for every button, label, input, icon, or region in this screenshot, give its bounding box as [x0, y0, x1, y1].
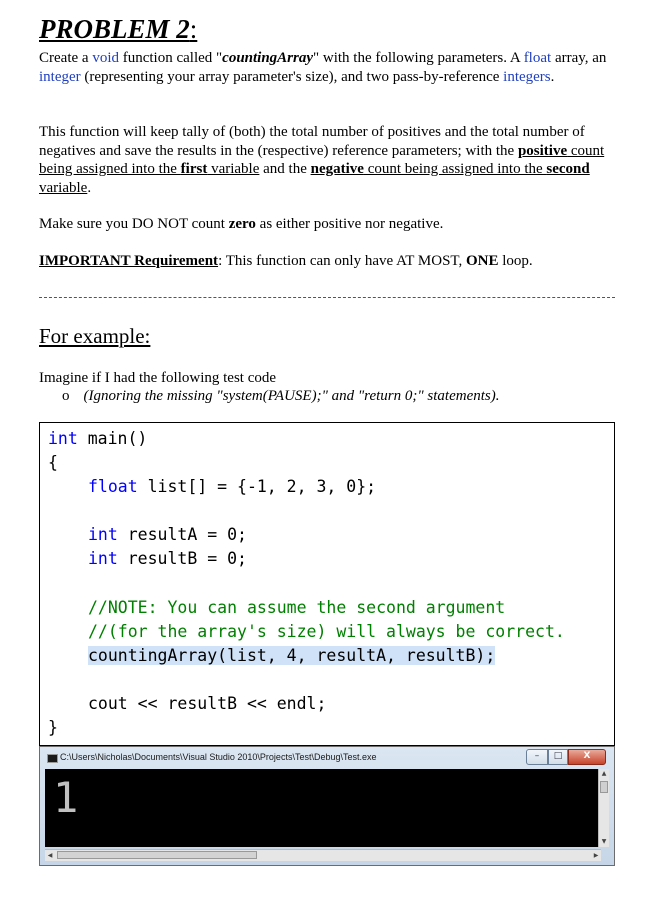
horizontal-scroll-thumb[interactable] [57, 851, 257, 859]
example-intro: Imagine if I had the following test code [39, 370, 277, 386]
code-line: int resultA = 0; [88, 525, 247, 544]
description-paragraph: Create a void function called "countingArray" with the following parameters. A float array, an integer (representing your array parameter's size), and two pass-by-reference integers. [39, 50, 607, 85]
bullet-marker: o [62, 388, 70, 404]
problem-title: PROBLEM 2: [39, 14, 198, 44]
scroll-right-icon[interactable]: ▶ [593, 852, 599, 859]
zero-note-paragraph: Make sure you DO NOT count zero as either positive nor negative. [39, 216, 444, 232]
vertical-scroll-thumb[interactable] [600, 781, 608, 793]
code-line-highlighted: countingArray(list, 4, resultA, resultB); [88, 646, 496, 665]
code-line: int main() [48, 429, 148, 448]
console-output: 1 [53, 773, 79, 822]
scroll-left-icon[interactable]: ◀ [47, 852, 53, 859]
code-line: float list[] = {-1, 2, 3, 0}; [88, 477, 377, 496]
void-keyword: void [92, 50, 119, 66]
code-line: } [48, 718, 58, 737]
vertical-scrollbar[interactable] [598, 769, 609, 847]
code-comment: //(for the array's size) will always be correct. [88, 622, 565, 641]
tally-paragraph: This function will keep tally of (both) the total number of positives and the total number of negatives and save the results in the (respective) reference parameters; with the positive count being assigned into the first variable and the negative count being assigned into the second variable. [39, 124, 605, 196]
code-comment: //NOTE: You can assume the second argument [88, 598, 506, 617]
maximize-button[interactable]: □ [548, 749, 568, 765]
dashed-divider [39, 297, 615, 298]
window-controls [526, 749, 606, 765]
console-window [39, 746, 615, 866]
code-line: cout << resultB << endl; [88, 694, 327, 713]
console-output-area [45, 769, 601, 847]
requirement-paragraph: IMPORTANT Requirement: This function can only have AT MOST, ONE loop. [39, 253, 533, 269]
example-heading: For example: [39, 324, 151, 348]
example-bullet [62, 387, 499, 405]
console-app-icon [47, 754, 58, 763]
code-line: { [48, 453, 58, 472]
scroll-down-icon[interactable]: ▼ [601, 838, 607, 845]
scroll-up-icon[interactable]: ▲ [601, 770, 607, 777]
console-title: C:\Users\Nicholas\Documents\Visual Studio 2010\Projects\Test\Debug\Test.exe [60, 752, 377, 762]
minimize-button[interactable]: – [526, 749, 548, 765]
function-name: countingArray [222, 50, 314, 66]
requirement-label: IMPORTANT Requirement [39, 253, 219, 269]
horizontal-scrollbar[interactable] [45, 849, 601, 861]
close-button[interactable]: X [568, 749, 606, 765]
code-line: int resultB = 0; [88, 549, 247, 568]
code-block [39, 422, 615, 746]
example-note: (Ignoring the missing "system(PAUSE);" and "return 0;" statements). [83, 388, 500, 404]
